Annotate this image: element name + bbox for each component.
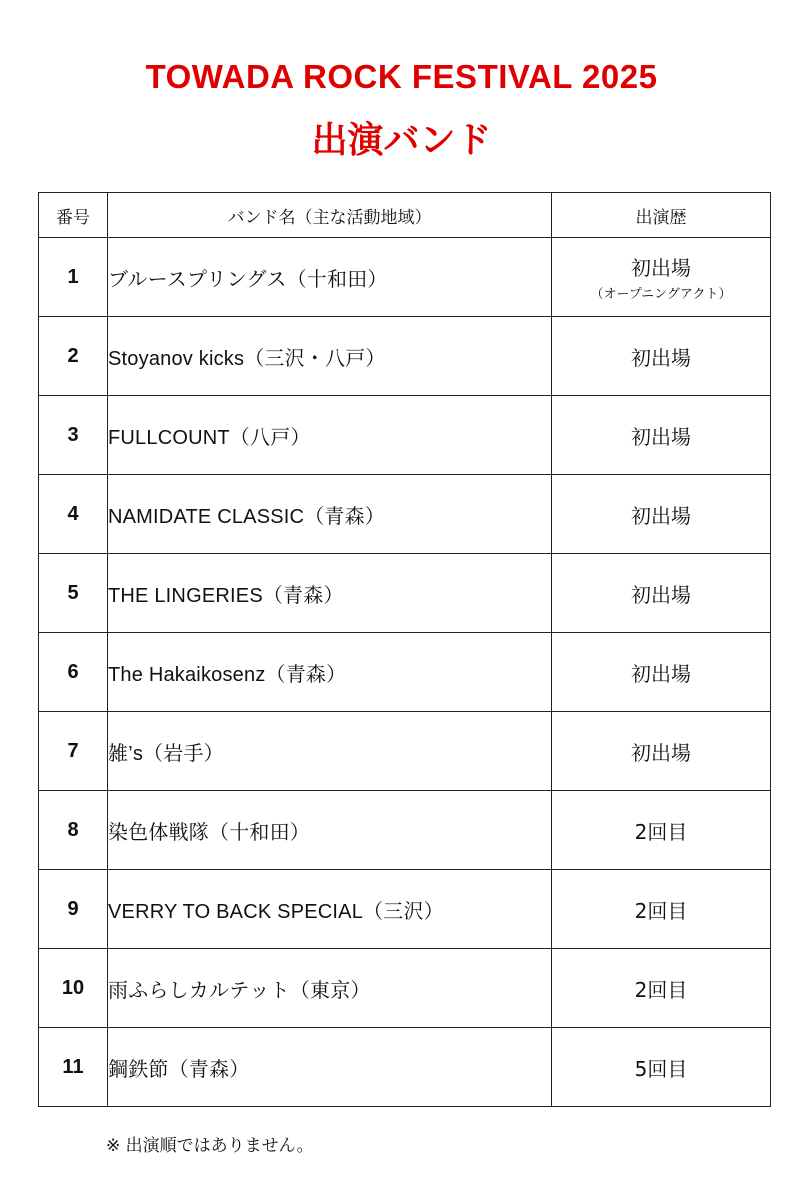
- row-number: 8: [39, 791, 108, 870]
- table-row: [39, 554, 771, 633]
- row-history: 初出場: [552, 554, 771, 633]
- table-row: [39, 317, 771, 396]
- table-row: [39, 791, 771, 870]
- row-history: 2回目: [552, 870, 771, 949]
- row-band: NAMIDATE CLASSIC（青森）: [108, 475, 552, 554]
- row-history: 初出場: [552, 475, 771, 554]
- table-row: [39, 475, 771, 554]
- row-history-label: 初出場: [631, 256, 691, 280]
- row-band: Stoyanov kicks（三沢・八戸）: [108, 317, 552, 396]
- footnote: ※ 出演順ではありません。: [106, 1136, 314, 1156]
- row-history: 2回目: [552, 791, 771, 870]
- row-number: 7: [39, 712, 108, 791]
- row-number: 3: [39, 396, 108, 475]
- row-number: 10: [39, 949, 108, 1028]
- row-number: 6: [39, 633, 108, 712]
- row-band: VERRY TO BACK SPECIAL（三沢）: [108, 870, 552, 949]
- festival-title: TOWADA ROCK FESTIVAL 2025: [145, 58, 658, 95]
- row-band: FULLCOUNT（八戸）: [108, 396, 552, 475]
- row-history: 初出場: [552, 396, 771, 475]
- row-band: 鋼鉄節（青森）: [108, 1028, 552, 1107]
- header-band: バンド名（主な活動地域）: [108, 193, 552, 238]
- row-band: The Hakaikosenz（青森）: [108, 633, 552, 712]
- row-history: 5回目: [552, 1028, 771, 1107]
- row-history: 初出場: [552, 633, 771, 712]
- row-band: 雨ふらしカルテット（東京）: [108, 949, 552, 1028]
- table-row: [39, 870, 771, 949]
- lineup-table: [38, 192, 771, 1107]
- table-row: [39, 712, 771, 791]
- row-number: 11: [39, 1028, 108, 1107]
- table-row: [39, 1028, 771, 1107]
- row-history: [552, 238, 771, 317]
- header-number: 番号: [39, 193, 108, 238]
- row-band: THE LINGERIES（青森）: [108, 554, 552, 633]
- row-band: 雑’s（岩手）: [108, 712, 552, 791]
- row-history-note: （オープニングアクト）: [590, 287, 732, 302]
- table-row: [39, 396, 771, 475]
- row-history: 2回目: [552, 949, 771, 1028]
- table-row: [39, 633, 771, 712]
- row-band: 染色体戦隊（十和田）: [108, 791, 552, 870]
- row-number: 9: [39, 870, 108, 949]
- row-number: 2: [39, 317, 108, 396]
- table-row: [39, 949, 771, 1028]
- table-row: [39, 238, 771, 317]
- row-band: ブルースプリングス（十和田）: [108, 238, 552, 317]
- row-number: 5: [39, 554, 108, 633]
- header-history: 出演歴: [552, 193, 771, 238]
- row-history: 初出場: [552, 712, 771, 791]
- row-history: 初出場: [552, 317, 771, 396]
- table-header-row: [39, 193, 771, 238]
- row-number: 1: [39, 238, 108, 317]
- lineup-subtitle: 出演バンド: [311, 120, 492, 161]
- row-number: 4: [39, 475, 108, 554]
